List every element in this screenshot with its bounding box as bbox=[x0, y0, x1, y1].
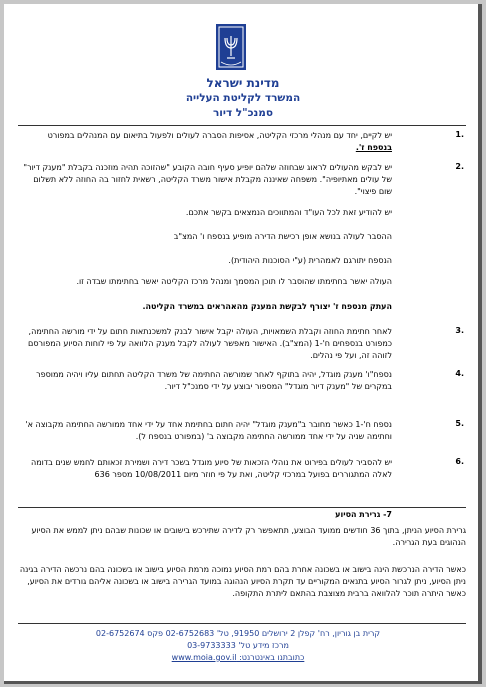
section-divider bbox=[18, 507, 466, 508]
item-number: 1. bbox=[455, 130, 464, 139]
item-text: לאחר חתימת החוזה וקבלת השמאויות, העולה יקבל אישור לבנק למשכנתאות חתום על ידי מורשה החתימה, כמפורט בנספחים ח'-1 (המצ"ב). האישור מאפשר לעולה לקבל מענק הלוואה על פי לוחות הסיוע המפורסם לזוהה זה, ועל פי נהלים. bbox=[28, 327, 392, 360]
item-text: יש לבקש מהעולים לראוג שבחוזה שלהם יופיע סעיף חובה הקובע "שהזוכה תהיה מוזכנה בקבלת "מענק דיור" של עולים מאתיופיה". משפחה שאיננה מקבלת אישור משרד הקליטה, רשאית לחזור בה החוזה ללא תשלום שום פיצוי". bbox=[23, 163, 392, 196]
item-text: נספח"ו' מענק מוגדל, יהיה בתוקף לאחר שמורשה החתימה של משרד הקליטה תחתום עליו ויהיה ממוספר במקרים של "מענק דיור מוגדל" המספור יבוצע על ידי סמנכ"ל דיור. bbox=[36, 370, 392, 391]
item-number: 3. bbox=[455, 326, 464, 335]
item-number: 5. bbox=[455, 419, 464, 428]
item-number: 2. bbox=[455, 162, 464, 171]
header-ministry: המשרד לקליטת העלייה bbox=[185, 92, 301, 104]
footer-divider bbox=[18, 623, 466, 624]
item-text: הנספח יתורגם לאמהרית (ע"י הסוכנות היהודית). bbox=[228, 256, 392, 265]
footer-info-line: מרכז מידע טל' 03-9733333 bbox=[187, 641, 289, 650]
footer-address: קרית בן גוריון, רח' קפלן 2 ירושלים 91950, טל' 02-6752683 פקס 02-6752674 bbox=[95, 629, 381, 638]
document-page bbox=[4, 4, 482, 684]
header-title: מדינת ישראל bbox=[206, 76, 280, 90]
item-number: 6. bbox=[455, 457, 464, 466]
item-text: העתק מנספח ז' יצורף לבקשת המענק מהאהראים במשרד הקליטה. bbox=[142, 302, 392, 311]
item-text: נספח ח'-1 כאשר מחובר ב"מענק מוגדל" יהיה חתום בחתימת אחד על ידי אחד ממורשה החתימה מקבוצה א' וחתימה שניה על ידי אחד ממורשה החתימה מקבוצה ב' (במפורט בנספח ל). bbox=[25, 420, 392, 441]
item-text: יש להודיע זאת לכל העו"ד והמתווכים הנמצאים בקשר אתכם. bbox=[185, 208, 392, 217]
section-title: 7- גרירת הסיוע bbox=[335, 510, 392, 519]
section-paragraph: כאשר הדירה הנרכשת הינה בישוב או בשכונה אחרת בהם רמת הסיוע נמוכה מרמת הסיוע בישוב או בשכונה בהם נרכשה הדירה בגינה ניתן הסיוע, ניתן לגרור הסיוע בתנאים המקוריים עד תקרת הסיוע הנהוגה במועד הגרירה בישוב או בשכונה אליהם גורדים את הסיוע, כאשר היתרה תוכר להלוואה ברבית מצוצבת בהתאם ליתרת התקופה. bbox=[19, 565, 466, 598]
state-emblem-icon bbox=[216, 24, 246, 70]
header-department: סמנכ"ל דיור bbox=[212, 107, 274, 119]
item-text: יש להסביר לעולים בפירוט את נוהלי הזכאות של סיוע מוגדל בשכר דירה ושמירת זכאותם לחמש שנים בדומה לאלה המתגוררים בפועל במרכזי קליטה, ואת על פי חוזר מיום 10/08/2011 מספר 636 bbox=[30, 458, 392, 479]
section-paragraph: גרירת הסיוע הניתן, בתוך 36 חודשים ממועד הבוצע, תתאפשר רק לדירה שתירכש בישובים או שכונות שבהם ניתן לממש את הסיוע הנהוגים בעת הגרירה. bbox=[31, 526, 466, 547]
item-number: 4. bbox=[455, 369, 464, 378]
footer-website-link[interactable]: כתובתנו באינטרנט: www.moia.gov.il bbox=[171, 653, 305, 662]
header-divider bbox=[18, 125, 466, 126]
item-text: יש לקיים, יחד עם מנהלי מרכזי הקליטה, אסיפות הסברה לעולים ולפעול בתיאום עם המנהלים במפורט בנספח ז'. bbox=[47, 131, 392, 152]
item-text: ההסבר לעולה בנושא אופן רכישת הדירה מופיע בנספח ו' המצ"ב bbox=[173, 232, 392, 241]
item-text: העולה יאשר בחתימתו שהוסבר לו תוכן המסמך ומנהל מרכז הקליטה יאשר בחתימתו שבדה זו. bbox=[76, 277, 392, 286]
